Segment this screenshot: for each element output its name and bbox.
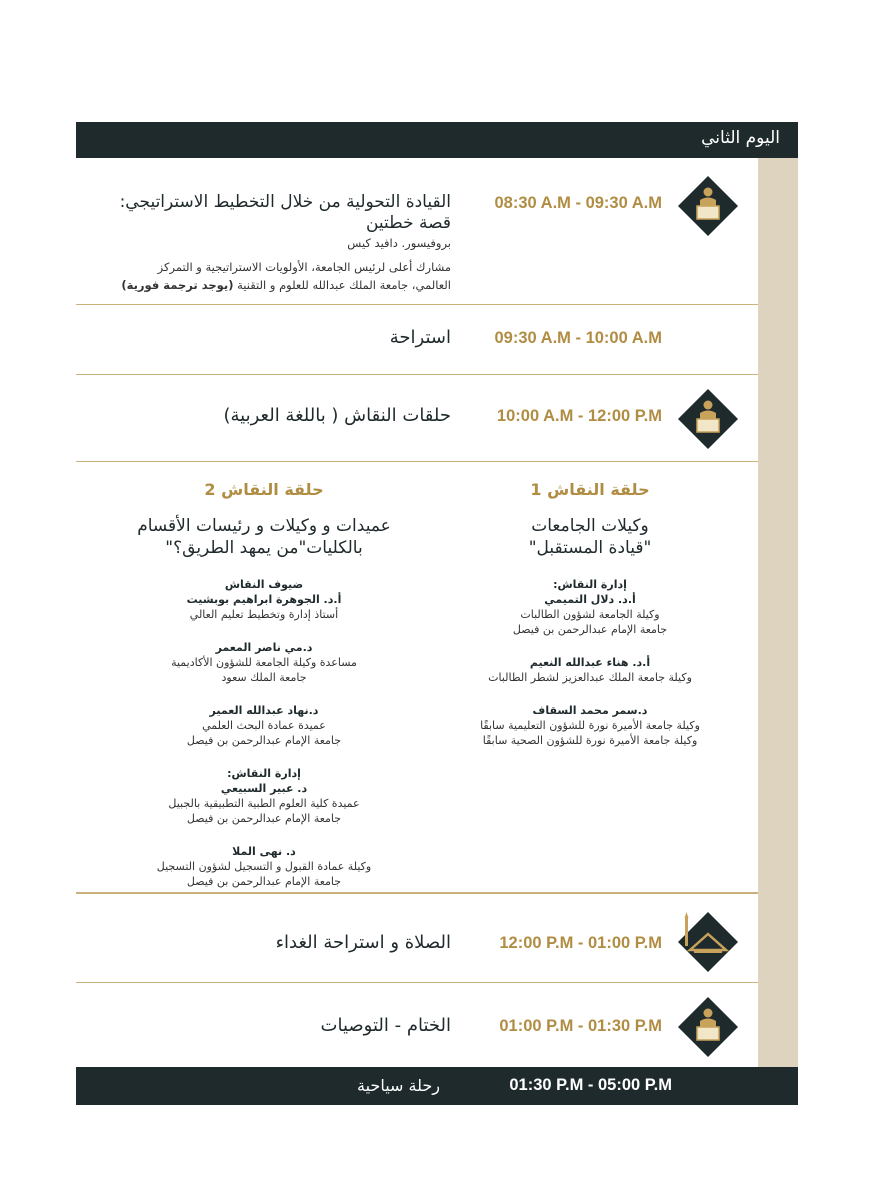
panel1-column [456,480,724,748]
name: د. نهى الملا [232,845,296,858]
separator [76,892,758,894]
name: د.مي ناصر المعمر [215,641,313,654]
name: د.سمر محمد السقاف [532,704,648,717]
panel1-speaker-3 [456,703,724,748]
lunch-time: 12:00 P.M - 01:00 P.M [499,934,662,952]
panel2-column [94,480,434,889]
panel2-moderator [94,766,434,826]
panels-title: حلقات النقاش ( باللغة العربية) [223,405,451,426]
panel2-guest-1 [94,577,434,622]
session1-title-line1: القيادة التحولية من خلال التخطيط الاستراتيجي: [119,192,451,212]
panel2-guest-5 [94,844,434,889]
trip-bar [76,1067,798,1105]
org: جامعة الإمام عبدالرحمن بن فيصل [186,734,342,747]
lunch-title: الصلاة و استراحة الغداء [275,932,451,953]
org: جامعة الملك سعود [221,671,307,684]
podium-icon [676,995,740,1059]
name: أ.د. هناء عبدالله النعيم [529,656,651,669]
label: إدارة النقاش: [227,767,301,780]
name: أ.د. دلال التميمي [544,593,636,606]
session1-title-line2: قصة خطتين [365,213,451,233]
session1-desc-text: العالمي، جامعة الملك عبدالله للعلوم و التقنية [237,278,451,292]
label: ضيوف النقاش [224,578,304,591]
role: وكيلة الجامعة لشؤون الطالبات [520,608,660,621]
session1-time: 08:30 A.M - 09:30 A.M [494,194,662,212]
trip-time: 01:30 P.M - 05:00 P.M [509,1076,672,1094]
mosque-icon [676,910,740,974]
closing-title: الختام - التوصيات [320,1015,451,1036]
panel2-guest-2 [94,640,434,685]
role: أستاذ إدارة وتخطيط تعليم العالي [189,608,339,621]
label: إدارة النقاش: [553,578,627,591]
closing-time: 01:00 P.M - 01:30 P.M [499,1017,662,1035]
name: د.نهاد عبدالله العمير [209,704,319,717]
break-time: 09:30 A.M - 10:00 A.M [494,329,662,347]
org: جامعة الإمام عبدالرحمن بن فيصل [186,875,342,888]
role: مساعدة وكيلة الجامعة للشؤون الأكاديمية [171,656,357,669]
panel2-guest-3 [94,703,434,748]
separator [76,461,758,462]
podium-icon [676,387,740,451]
panel2-topic-line1: عميدات و وكيلات و رئيسات الأقسام [137,516,391,536]
panels-time: 10:00 A.M - 12:00 P.M [496,407,662,425]
panel2-topic [94,515,434,559]
role: وكيلة عمادة القبول و التسجيل لشؤون التسجيل [156,860,372,873]
role: عميدة عمادة البحث العلمي [202,719,326,732]
org: جامعة الإمام عبدالرحمن بن فيصل [512,623,668,636]
role: وكيلة جامعة الأميرة نورة للشؤون الصحية سابقًا [482,734,698,747]
agenda-page [76,122,798,1107]
session1-desc-line2 [91,276,451,294]
panel1-topic-line1: وكيلات الجامعات [531,516,649,536]
role: وكيلة جامعة الأميرة نورة للشؤون التعليمية سابقًا [480,719,700,732]
name: د. عبير السبيعي [220,782,308,795]
trip-title: رحلة سياحية [357,1076,440,1095]
panel1-moderator [456,577,724,637]
session1-speaker: بروفيسور. دافيد كيس [347,236,451,250]
name: أ.د. الجوهرة ابراهيم بوبشيت [186,593,342,606]
panel2-heading: حلقة النقاش 2 [204,480,324,499]
day-header-bar [76,122,798,158]
panel1-speaker-2 [456,655,724,685]
role: عميدة كلية العلوم الطبية التطبيقية بالجبيل [168,797,360,810]
panel1-topic-line2: "قيادة المستقبل" [528,538,652,558]
panel2-topic-line2: بالكليات"من يمهد الطريق؟" [165,538,363,558]
session1-block [91,192,451,294]
podium-icon [676,174,740,238]
side-stripe [758,158,798,1070]
day-title: اليوم الثاني [701,128,780,148]
role: وكيلة جامعة الملك عبدالعزيز لشطر الطالبات [488,671,692,684]
separator [76,982,758,983]
org: جامعة الإمام عبدالرحمن بن فيصل [186,812,342,825]
session1-translation-note: (يوجد ترجمة فورية) [121,278,234,292]
session1-desc-line1: مشارك أعلى لرئيس الجامعة، الأولويات الاستراتيجية و التمركز [157,260,451,274]
panel1-topic [456,515,724,559]
separator [76,374,758,375]
separator [76,304,758,305]
panel1-heading: حلقة النقاش 1 [530,480,650,499]
break-title: استراحة [389,327,451,348]
